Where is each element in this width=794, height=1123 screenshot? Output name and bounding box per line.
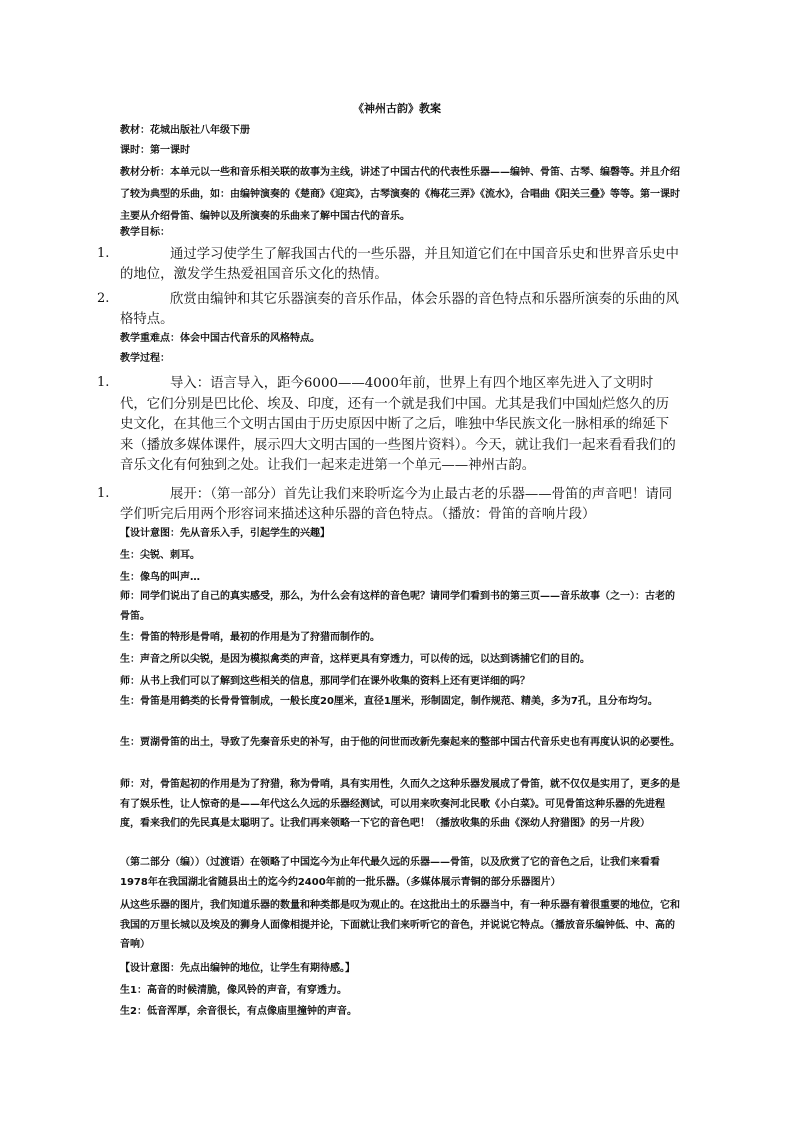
process-number: 1. — [97, 375, 110, 390]
document-title: 《神州古韵》教案 — [353, 102, 441, 115]
key-points-line: 教学重难点：体会中国古代音乐的风格特点。 — [120, 333, 320, 344]
student-reply: 生：声音之所以尖锐，是因为模拟禽类的声音，这样更具有穿透力，可以传的远，以达到诱捕它们的目的。 — [120, 654, 590, 665]
lesson-line: 课时：第一课时 — [120, 145, 190, 156]
process-item — [120, 374, 680, 477]
student-reply: 生2：低音浑厚，余音很长，有点像庙里撞钟的声音。 — [120, 1006, 357, 1017]
process-text: 展开：（第一部分）首先让我们来聆听迄今为止最古老的乐器——骨笛的声音吧！请同学们听完后用两个形容词来描述这种乐器的音色特点。（播放：骨笛的音响片段） — [120, 487, 673, 522]
process-heading: 教学过程： — [120, 353, 170, 364]
analysis-paragraph: 教材分析：本单元以一些和音乐相关联的故事为主线，讲述了中国古代的代表性乐器——编钟、骨笛、古琴、编磬等。并且介绍了较为典型的乐曲，如：由编钟演奏的《楚商》《迎宾》，古琴演奏的《梅花三弄》《流水》，合唱曲《阳关三叠》等等。第一课时主要从介绍骨笛、编钟以及所演奏的乐曲来了解中国古代的音乐。 — [120, 167, 680, 222]
student-reply: 生：贾湖骨笛的出土，导致了先秦音乐史的补写，由于他的问世而改新先秦起来的整部中国古代音乐史也有再度认识的必要性。 — [120, 737, 680, 748]
section-paragraph: （第二部分（编））（过渡语）在领略了中国迄今为止年代最久远的乐器——骨笛，以及欣赏了它的音色之后，让我们来看看1978年在我国湖北省随县出土的迄今约2400年前的一批乐器。（多媒体展示青铜的部分乐器图片） — [120, 857, 660, 888]
goal-text: 欣赏由编钟和其它乐器演奏的音乐作品，体会乐器的音色特点和乐器所演奏的乐曲的风格特点。 — [120, 292, 679, 327]
student-reply: 生：尖锐、刺耳。 — [120, 550, 200, 561]
process-item — [120, 485, 680, 525]
student-reply: 生1：高音的时候清脆，像风铃的声音，有穿透力。 — [120, 985, 347, 996]
design-note: 【设计意图：先点出编钟的地位，让学生有期待感。】 — [120, 963, 355, 974]
textbook-line: 教材：花城出版社八年级下册 — [120, 125, 250, 136]
design-note: 【设计意图：先从音乐入手，引起学生的兴趣】 — [120, 528, 330, 539]
goal-item — [120, 290, 680, 330]
goals-heading: 教学目标： — [120, 227, 170, 238]
process-text: 导入：语言导入，距今6000——4000年前，世界上有四个地区率先进入了文明时代，它们分别是巴比伦、埃及、印度，还有一个就是我们中国。尤其是我们中国灿烂悠久的历史文化，在其他三个文明古国由于历史原因中断了之后，唯独中华民族文化一脉相承的绵延下来（播放多媒体课件，展示四大文明古国的一些图片资料）。今天，就让我们一起来看看我们的音乐文化有何独到之处。让我们一起来走进第一个单元——神州古韵。 — [120, 376, 676, 473]
goal-number: 2. — [97, 291, 110, 306]
goal-item — [120, 245, 680, 285]
goal-text: 通过学习使学生了解我国古代的一些乐器，并且知道它们在中国音乐史和世界音乐史中的地位，激发学生热爱祖国音乐文化的热情。 — [120, 247, 679, 282]
teacher-remark: 师：对，骨笛起初的作用是为了狩猎，称为骨哨，具有实用性，久而久之这种乐器发展成了骨笛，就不仅仅是实用了，更多的是有了娱乐性，让人惊奇的是——年代这么久远的乐器经测试，可以用来吹奏河北民歌《小白菜》。可见骨笛这种乐器的先进程度，看来我们的先民真是太聪明了。让我们再来领略一下它的音色吧！（播放收集的乐曲《深幼人狩猎图》的另一片段） — [120, 779, 680, 829]
goal-number: 1. — [97, 246, 110, 261]
student-reply: 生：骨笛是用鹤类的长骨骨管制成，一般长度20厘米，直径1厘米，形制固定，制作规范、精美，多为7孔，且分布均匀。 — [120, 696, 658, 707]
process-number: 1. — [97, 486, 110, 501]
teacher-remark: 师：同学们说出了自己的真实感受，那么，为什么会有这样的音色呢？请同学们看到书的第三页——音乐故事（之一）：古老的骨笛。 — [120, 591, 675, 622]
student-reply: 生：像鸟的叫声… — [120, 572, 200, 583]
section-paragraph: 从这些乐器的图片，我们知道乐器的数量和种类都是叹为观止的。在这批出土的乐器当中，有一种乐器有着很重要的地位，它和我国的万里长城以及埃及的狮身人面像相提并论，下面就让我们来听听它的音色，并说说它特点。（播放音乐编钟低、中、高的音响） — [120, 900, 680, 950]
teacher-remark: 师：从书上我们可以了解到这些相关的信息，那同学们在课外收集的资料上还有更详细的吗？ — [120, 676, 530, 687]
student-reply: 生：骨笛的特形是骨哨，最初的作用是为了狩猎而制作的。 — [120, 632, 380, 643]
